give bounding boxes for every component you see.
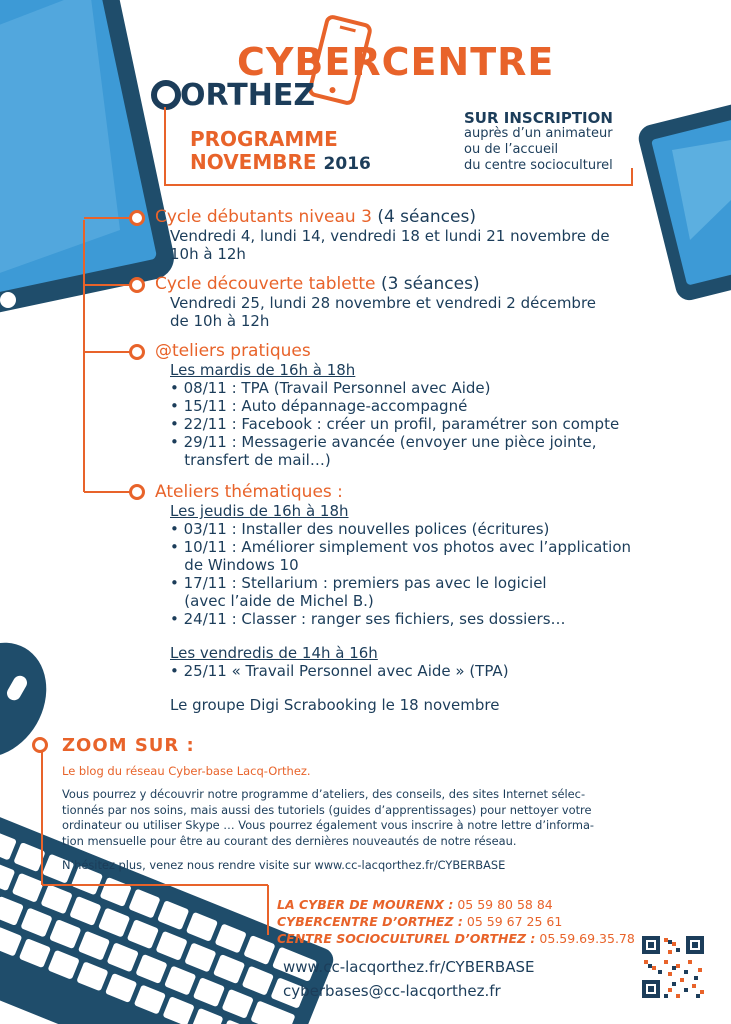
paragraph-line: tion mensuelle pour être au courant des dernières nouveautés de notre réseau. xyxy=(62,833,517,848)
list-item: (avec l’aide de Michel B.) xyxy=(170,592,374,610)
contacts-block xyxy=(277,896,635,947)
section-line: Vendredi 4, lundi 14, vendredi 18 et lundi 21 novembre de xyxy=(170,227,610,245)
section-title: @teliers pratiques xyxy=(155,341,311,361)
paragraph-line: tionnés par nos soins, mais aussi des tutoriels (guides d’apprentissages) pour nettoyer votre xyxy=(62,802,592,817)
zoom-closing: N’hésitez plus, venez nous rendre visite sur www.cc-lacqorthez.fr/CYBERBASE xyxy=(62,858,506,872)
section-title xyxy=(155,207,610,227)
section-ateliers-thematiques xyxy=(155,482,631,714)
section-ateliers-pratiques xyxy=(155,341,619,469)
contact-phone: 05.59.69.35.78 xyxy=(535,931,635,946)
section-subtitle: (4 séances) xyxy=(377,207,476,227)
zoom-paragraph xyxy=(62,787,594,849)
list-item: • 29/11 : Messagerie avancée (envoyer une pièce jointe, xyxy=(170,433,597,451)
contact-phone: 05 59 80 58 84 xyxy=(453,897,553,912)
list-item: • 03/11 : Installer des nouvelles polices (écritures) xyxy=(170,520,550,538)
inscription-block xyxy=(464,110,613,174)
contact-phone: 05 59 67 25 61 xyxy=(462,914,563,929)
logo-o-ring xyxy=(154,83,178,107)
inscription-heading: SUR INSCRIPTION xyxy=(464,109,613,127)
timeline-dot-2 xyxy=(129,277,145,293)
month-label: NOVEMBRE xyxy=(190,150,317,174)
contact-name: CENTRE SOCIOCULTUREL D’ORTHEZ : xyxy=(277,931,536,946)
section-cycle-tablette xyxy=(155,274,596,330)
contact-row xyxy=(277,896,635,913)
contact-row xyxy=(277,930,635,947)
tablet-illustration-left xyxy=(0,0,178,319)
schedule-heading: Les vendredis de 14h à 16h xyxy=(170,644,378,662)
list-item: • 17/11 : Stellarium : premiers pas avec le logiciel xyxy=(170,574,547,592)
email-link[interactable]: cyberbases@cc-lacqorthez.fr xyxy=(283,982,501,1000)
list-item: • 08/11 : TPA (Travail Personnel avec Aide) xyxy=(170,379,491,397)
timeline-dot-3 xyxy=(129,344,145,360)
qr-code xyxy=(640,934,706,1000)
year-label: 2016 xyxy=(323,154,371,174)
contact-row xyxy=(277,913,635,930)
section-line: de 10h à 12h xyxy=(170,312,270,330)
schedule-heading: Les mardis de 16h à 18h xyxy=(170,361,356,379)
logo-cybercentre: CYBERCENTRE xyxy=(237,40,555,84)
programme-label: PROGRAMME xyxy=(190,127,338,151)
schedule-heading: Les jeudis de 16h à 18h xyxy=(170,502,349,520)
zoom-subtitle: Le blog du réseau Cyber-base Lacq-Orthez. xyxy=(62,764,311,778)
section-title: Ateliers thématiques : xyxy=(155,482,343,502)
list-item: • 25/11 « Travail Personnel avec Aide » (TPA) xyxy=(170,662,509,680)
tablet-illustration-right xyxy=(636,99,731,303)
section-title-text: Cycle débutants niveau 3 xyxy=(155,207,372,227)
paragraph-line: ordinateur ou utiliser Skype … Vous pourrez également vous inscrire à notre lettre d’informa- xyxy=(62,818,595,832)
list-item: • 15/11 : Auto dépannage-accompagné xyxy=(170,397,468,415)
list-item: de Windows 10 xyxy=(170,556,299,574)
zoom-title: ZOOM SUR : xyxy=(62,735,195,756)
web-links xyxy=(283,955,534,1003)
list-item: • 22/11 : Facebook : créer un profil, paramétrer son compte xyxy=(170,415,620,433)
month-row xyxy=(190,151,371,176)
inscription-line: ou de l’accueil xyxy=(464,142,559,157)
section-title xyxy=(155,274,596,294)
programme-heading xyxy=(190,128,371,176)
contact-name: CYBERCENTRE D’ORTHEZ : xyxy=(277,914,463,929)
list-item: • 10/11 : Améliorer simplement vos photos avec l’application xyxy=(170,538,632,556)
timeline-dot-4 xyxy=(129,484,145,500)
website-link[interactable]: www.cc-lacqorthez.fr/CYBERBASE xyxy=(283,958,535,976)
section-line: 10h à 12h xyxy=(170,245,246,263)
section-title-text: Cycle découverte tablette xyxy=(155,274,376,294)
digi-scrabooking-note: Le groupe Digi Scrabooking le 18 novembre xyxy=(170,696,500,714)
inscription-line: auprès d’un animateur xyxy=(464,126,613,141)
section-subtitle: (3 séances) xyxy=(380,274,480,294)
list-item: transfert de mail…) xyxy=(170,451,331,469)
inscription-line: du centre socioculturel xyxy=(464,158,613,173)
logo-orthez: ORTHEZ xyxy=(180,78,316,113)
section-cycle-debutants xyxy=(155,207,610,263)
list-item: • 24/11 : Classer : ranger ses fichiers, ses dossiers… xyxy=(170,610,566,628)
section-line: Vendredi 25, lundi 28 novembre et vendredi 2 décembre xyxy=(170,294,597,312)
zoom-dot xyxy=(32,737,48,753)
paragraph-line: Vous pourrez y découvrir notre programme d’ateliers, des conseils, des sites Internet sélec- xyxy=(62,787,586,801)
mouse-illustration xyxy=(0,624,67,776)
timeline-dot-1 xyxy=(129,210,145,226)
contact-name: LA CYBER DE MOURENX : xyxy=(277,897,454,912)
